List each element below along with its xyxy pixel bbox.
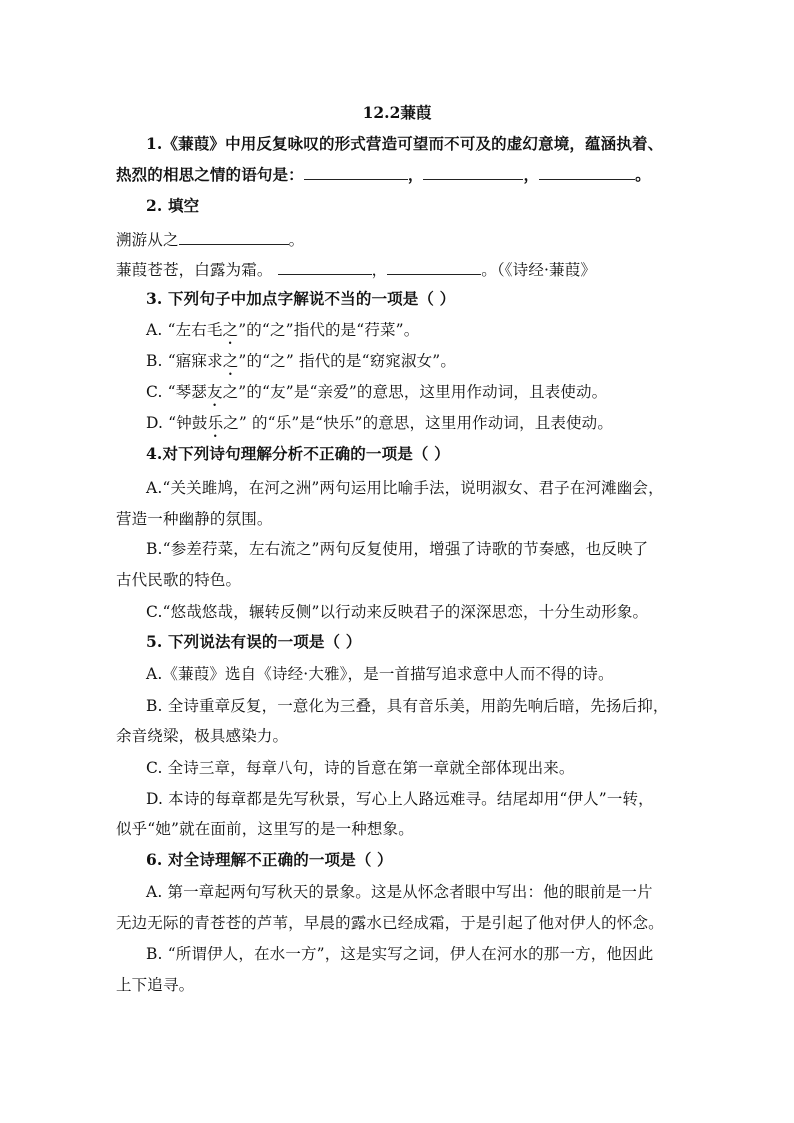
q6-option-a-line2: 无边无际的青苍苍的芦苇，早晨的露水已经成霜，于是引起了他对伊人的怀念。 xyxy=(116,914,664,932)
q3-b-text: ”的“之” 指代的是“窈窕淑女”。 xyxy=(238,352,456,370)
q1-sep: ， xyxy=(407,165,424,184)
q1-blank-1[interactable] xyxy=(304,164,408,180)
q2-line2 xyxy=(116,259,596,280)
q4-heading: 4.对下列诗句理解分析不正确的一项是（ ） xyxy=(146,444,450,463)
page-title: 12.2蒹葭 xyxy=(362,103,432,122)
q3-option-a xyxy=(146,320,419,348)
q5-heading: 5. 下列说法有误的一项是（ ） xyxy=(146,632,362,651)
q2-heading: 2. 填空 xyxy=(146,196,200,215)
q6-option-a-line1: A. 第一章起两句写秋天的景象。这是从怀念者眼中写出：他的眼前是一片 xyxy=(146,883,653,901)
q5-option-b-line1: B. 全诗重章反复，一意化为三叠，具有音乐美，用韵先响后暗，先扬后抑， xyxy=(146,697,669,715)
q4-option-b-line1: B.“参差荇菜，左右流之”两句反复使用，增强了诗歌的节奏感，也反映了 xyxy=(146,540,649,558)
q3-c-text: C. “琴瑟 xyxy=(146,383,207,401)
q3-a-text: A. “左右毛 xyxy=(146,321,223,339)
q2-end: 。 xyxy=(288,231,305,249)
q4-option-b-line2: 古代民歌的特色。 xyxy=(116,571,242,589)
q6-option-b-line1: B. “所谓伊人，在水一方”，这是实写之词，伊人在河水的那一方，他因此 xyxy=(146,945,654,963)
q3-option-b xyxy=(146,351,456,379)
q3-heading: 3. 下列句子中加点字解说不当的一项是（ ） xyxy=(146,289,456,308)
q1-prompt: 热烈的相思之情的语句是： xyxy=(116,165,304,184)
q2-line1 xyxy=(116,229,304,250)
q1-sep: ， xyxy=(523,165,540,184)
q6-option-b-line2: 上下追寻。 xyxy=(116,976,195,994)
q3-option-c xyxy=(146,382,607,410)
q3-d-text: D. “钟鼓 xyxy=(146,414,208,432)
q5-option-c-line1: C. 全诗三章，每章八句，诗的旨意在第一章就全部体现出来。 xyxy=(146,759,575,777)
q2-blank-3[interactable] xyxy=(387,259,481,275)
q2-prompt: 蒹葭苍苍，白露为霜。 xyxy=(116,261,278,279)
q2-source: 。（《诗经·蒹葭》 xyxy=(481,261,597,279)
q1-end: 。 xyxy=(635,165,651,184)
q5-option-d-line2: 似乎“她”就在面前，这里写的是一种想象。 xyxy=(116,820,414,838)
q4-option-a-line1: A.“关关雎鸠，在河之洲”两句运用比喻手法，说明淑女、君子在河滩幽会， xyxy=(146,479,664,497)
q2-sep: ， xyxy=(371,261,388,279)
q2-blank-2[interactable] xyxy=(278,259,372,275)
q5-option-a-line1: A.《蒹葭》选自《诗经·大雅》，是一首描写追求意中人而不得的诗。 xyxy=(146,665,614,683)
q3-a-text: ”的“之”指代的是“荇菜”。 xyxy=(238,321,420,339)
q1-line1: 1.《蒹葭》中用反复咏叹的形式营造可望而不可及的虚幻意境，蕴涵执着、 xyxy=(146,134,664,153)
q2-prompt: 溯游从之 xyxy=(116,231,179,249)
q1-line2 xyxy=(116,164,651,185)
q3-b-dotted-char: 之 xyxy=(222,352,239,370)
q5-option-b-line2: 余音绕梁，极具感染力。 xyxy=(116,727,289,745)
q3-a-dotted-char: 之 xyxy=(222,321,239,339)
q3-d-text: 之” 的“乐”是“快乐”的意思，这里用作动词，且表使动。 xyxy=(223,414,613,432)
q3-option-d xyxy=(146,413,613,441)
q1-blank-2[interactable] xyxy=(423,164,523,180)
q3-c-dotted-char: 友 xyxy=(207,383,223,401)
q2-blank-1[interactable] xyxy=(179,229,289,245)
q4-option-c-line1: C.“悠哉悠哉，辗转反侧”以行动来反映君子的深深思恋，十分生动形象。 xyxy=(146,603,649,621)
q4-option-a-line2: 营造一种幽静的氛围。 xyxy=(116,510,273,528)
q3-b-text: B. “寤寐求 xyxy=(146,352,223,370)
q6-heading: 6. 对全诗理解不正确的一项是（ ） xyxy=(146,850,393,869)
q1-blank-3[interactable] xyxy=(539,164,635,180)
q5-option-d-line1: D. 本诗的每章都是先写秋景，写心上人路远难寻。结尾却用“伊人”一转， xyxy=(146,790,654,808)
q3-c-text: 之”的“友”是“亲爱”的意思，这里用作动词，且表使动。 xyxy=(222,383,608,401)
q3-d-dotted-char: 乐 xyxy=(207,414,224,432)
